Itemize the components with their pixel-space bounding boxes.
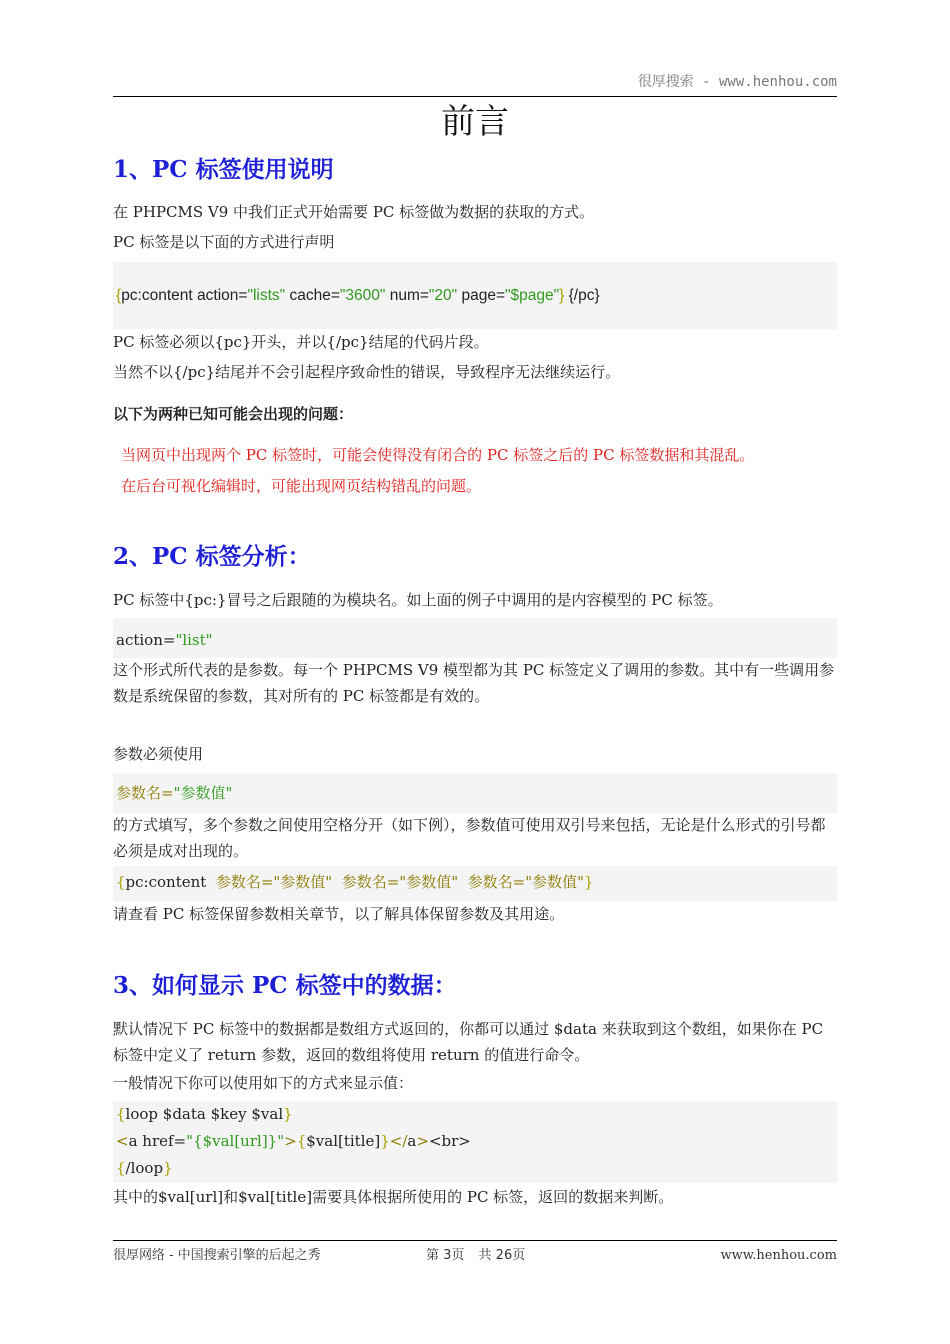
code-line (116, 1128, 837, 1155)
code-token: {/pc} (564, 287, 600, 304)
code-value: " (186, 1132, 194, 1150)
code-brace: } (584, 873, 594, 891)
code-token: 参数名= (116, 784, 174, 802)
issue-item: 在后台可视化编辑时，可能出现网页结构错乱的问题。 (121, 477, 482, 495)
footer-right: www.henhou.com (720, 1248, 837, 1263)
issue-item: 当网页中出现两个 PC 标签时，可能会使得没有闭合的 PC 标签之后的 PC 标签数据和其混乱。 (121, 446, 755, 464)
code-token: <br> (428, 1132, 471, 1150)
paragraph: 一般情况下你可以使用如下的方式来显示值： (113, 1074, 414, 1092)
code-token: num= (385, 287, 429, 304)
paragraph: 这个形式所代表的是参数。每一个 PHPCMS V9 模型都为其 PC 标签定义了调用的参数。其中有一些调用参数是系统保留的参数，其对所有的 PC 标签都是有效的。 (113, 661, 835, 705)
code-token: > (284, 1132, 297, 1150)
section-3-heading: 3、如何显示 PC 标签中的数据： (113, 972, 457, 999)
code-value: "$page" (505, 287, 560, 304)
footer-page-number (426, 1246, 525, 1266)
code-token: /loop (125, 1159, 164, 1177)
code-block-action (113, 618, 837, 658)
code-block-param (113, 773, 837, 813)
section-1-heading: 1、PC 标签使用说明 (113, 156, 334, 183)
code-brace: { (116, 1105, 126, 1123)
paragraph: 其中的$val[url]和$val[title]需要具体根据所使用的 PC 标签，返回的数据来判断。 (113, 1188, 674, 1206)
paragraph: PC 标签是以下面的方式进行声明 (113, 233, 335, 251)
code-value: {$val[url]} (193, 1132, 278, 1150)
document-title: 前言 (441, 102, 509, 142)
footer-total: 共 26页 (478, 1248, 526, 1263)
paragraph: 的方式填写，多个参数之间使用空格分开（如下例），参数值可使用双引号来包括，无论是什么形式的引号都必须是成对出现的。 (113, 816, 826, 860)
code-brace: } (559, 287, 565, 304)
code-token: cache= (285, 287, 340, 304)
code-params: 参数名="参数值" 参数名="参数值" 参数名="参数值" (206, 873, 585, 891)
code-token: a href= (128, 1132, 187, 1150)
code-token: loop $data $key $val (125, 1105, 284, 1123)
code-brace: } (380, 1132, 390, 1150)
paragraph: PC 标签中{pc:}冒号之后跟随的为模块名。如上面的例子中调用的是内容模型的 PC 标签。 (113, 591, 723, 609)
code-brace: { (116, 287, 122, 304)
code-token: pc:content (125, 873, 207, 891)
page-header: 很厚搜索 - www.henhou.com (637, 74, 837, 90)
footer-left: 很厚网络 - 中国搜索引擎的后起之秀 (113, 1248, 321, 1263)
code-brace: { (116, 1159, 126, 1177)
paragraph: 在 PHPCMS V9 中我们正式开始需要 PC 标签做为数据的获取的方式。 (113, 203, 595, 221)
code-brace: } (163, 1159, 173, 1177)
code-token: pc:content (121, 287, 193, 304)
paragraph: PC 标签必须以{pc}开头，并以{/pc}结尾的代码片段。 (113, 333, 489, 351)
paragraph: 默认情况下 PC 标签中的数据都是数组方式返回的，你都可以通过 $data 来获取到这个数组，如果你在 PC 标签中定义了 return 参数，返回的数组将使用 return 的值进行命令。 (113, 1020, 824, 1064)
code-line (116, 1155, 837, 1182)
code-value: "list" (175, 631, 213, 649)
code-value: "参数值" (173, 784, 233, 802)
code-token: page= (457, 287, 505, 304)
code-brace: } (283, 1105, 293, 1123)
code-token: action= (192, 287, 248, 304)
paragraph: 参数必须使用 (113, 745, 204, 763)
issues-heading: 以下为两种已知可能会出现的问题： (113, 405, 354, 423)
code-token: > (416, 1132, 429, 1150)
code-value: "20" (428, 287, 458, 304)
code-token: $val[title] (306, 1132, 381, 1150)
code-value: " (277, 1132, 285, 1150)
header-rule (113, 96, 837, 97)
code-token: </ (389, 1132, 408, 1150)
code-token: a (407, 1132, 417, 1150)
code-block-pc-tag (113, 262, 837, 329)
paragraph: 请查看 PC 标签保留参数相关章节，以了解具体保留参数及其用途。 (113, 905, 565, 923)
code-value: "lists" (247, 287, 286, 304)
code-brace: { (296, 1132, 307, 1150)
code-token: < (116, 1132, 129, 1150)
footer-rule (113, 1240, 837, 1241)
code-line (116, 1101, 837, 1128)
footer-page: 第 3页 (426, 1248, 465, 1263)
code-token: action= (116, 631, 176, 649)
code-brace: { (116, 873, 126, 891)
code-block-pc-content (113, 866, 837, 901)
code-value: "3600" (339, 287, 386, 304)
section-2-heading: 2、PC 标签分析： (113, 543, 311, 570)
paragraph: 当然不以{/pc}结尾并不会引起程序致命性的错误，导致程序无法继续运行。 (113, 363, 621, 381)
code-block-loop (113, 1101, 837, 1183)
